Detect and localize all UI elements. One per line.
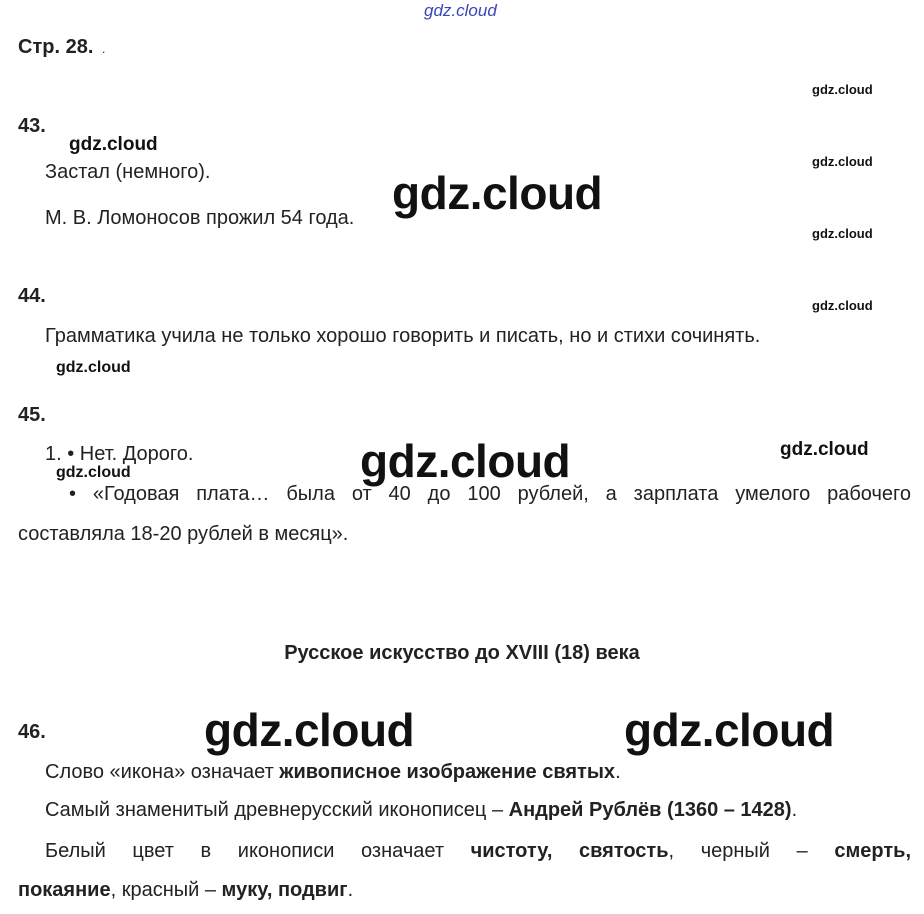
icon-definition: живописное изображение святых <box>279 761 616 783</box>
watermark-large-1: gdz.cloud <box>392 167 603 219</box>
exercise-46-line-1: Слово «икона» означает живописное изображение святых. <box>45 761 621 783</box>
watermark-large-3: gdz.cloud <box>204 704 415 756</box>
watermark-small-3: gdz.cloud <box>812 226 873 241</box>
watermark-top: gdz.cloud <box>424 1 497 20</box>
exercise-45-line-3: составляла 18-20 рублей в месяц». <box>18 523 349 545</box>
exercise-46-number: 46. <box>18 721 46 743</box>
watermark-small-1: gdz.cloud <box>812 82 873 97</box>
exercise-44-number: 44. <box>18 285 46 307</box>
exercise-43-number: 43. <box>18 115 46 137</box>
section-title: Русское искусство до XVIII (18) века <box>284 642 640 664</box>
watermark-large-4: gdz.cloud <box>624 704 835 756</box>
watermark-large-2: gdz.cloud <box>360 435 571 487</box>
icon-painter-name: Андрей Рублёв (1360 – 1428) <box>508 799 792 821</box>
exercise-43-line-1: Застал (немного). <box>45 161 211 183</box>
watermark-medium-3: gdz.cloud <box>56 464 131 481</box>
exercise-44-line-1: Грамматика учила не только хорошо говорить и писать, но и стихи сочинять. <box>45 325 761 347</box>
exercise-46-line-3: Белый цвет в иконописи означает чистоту, святость, черный – смерть, <box>45 840 911 862</box>
exercise-46-line-2: Самый знаменитый древнерусский иконописец – Андрей Рублёв (1360 – 1428). <box>45 799 798 821</box>
exercise-45-line-1: 1. • Нет. Дорого. <box>45 443 194 465</box>
exercise-46-line-4: покаяние, красный – муку, подвиг. <box>18 879 354 901</box>
watermark-small-2: gdz.cloud <box>812 154 873 169</box>
page-label: Стр. 28. . <box>18 36 106 58</box>
watermark-medium-4: gdz.cloud <box>780 439 869 460</box>
watermark-medium-2: gdz.cloud <box>56 359 131 376</box>
exercise-45-line-2: • «Годовая плата… была от 40 до 100 рублей, а зарплата умелого рабочего <box>69 483 911 505</box>
watermark-medium-1: gdz.cloud <box>69 134 158 155</box>
watermark-small-4: gdz.cloud <box>812 298 873 313</box>
page-label-tail: . <box>101 42 106 56</box>
exercise-43-line-2: М. В. Ломоносов прожил 54 года. <box>45 207 355 229</box>
exercise-45-number: 45. <box>18 404 46 426</box>
